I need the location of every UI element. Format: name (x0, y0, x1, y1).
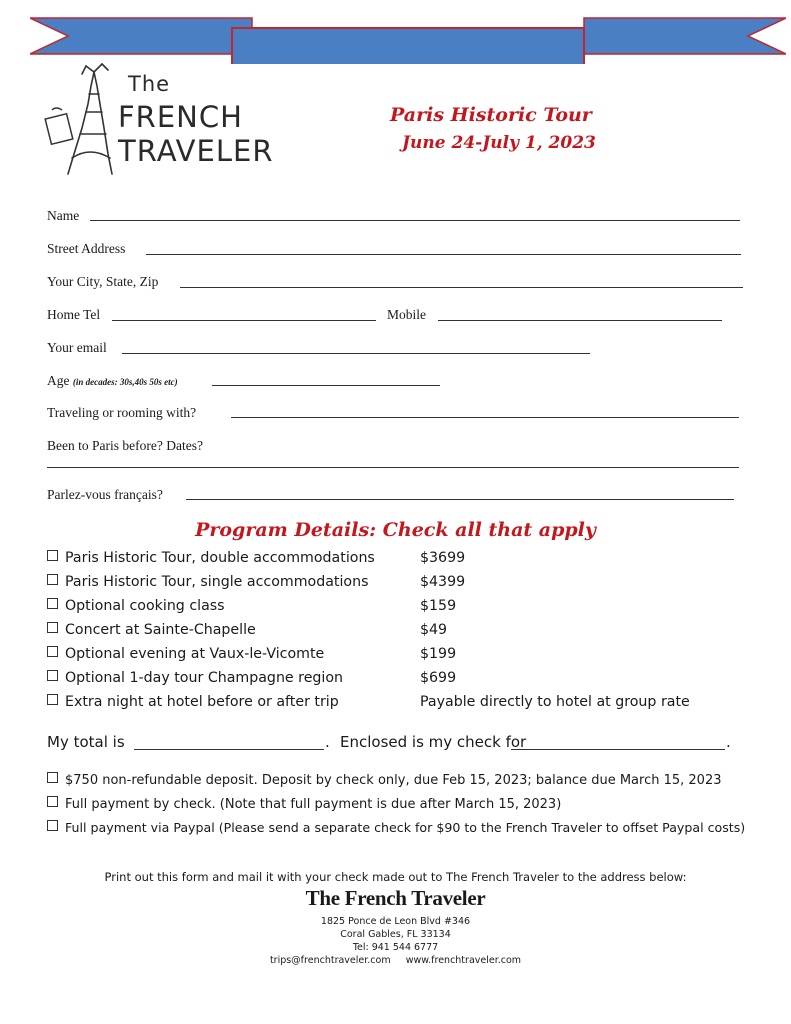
street-field[interactable] (146, 254, 741, 255)
age-label (47, 373, 178, 389)
program-item[interactable] (47, 622, 256, 638)
name-label: Name (47, 208, 80, 223)
total-period: . (325, 733, 330, 751)
ribbon-banner (30, 14, 786, 64)
payment-option-label: Full payment via Paypal (Please send a separate check for $90 to the French Traveler to offset Paypal costs) (65, 820, 746, 835)
city-field[interactable] (180, 287, 743, 288)
logo-french: FRENCH (118, 100, 243, 134)
checkbox[interactable] (47, 550, 58, 561)
payment-option-paypal[interactable] (47, 820, 745, 836)
program-item-price: $699 (420, 670, 457, 686)
email-field[interactable] (122, 353, 590, 354)
checkbox[interactable] (47, 670, 58, 681)
logo-traveler: TRAVELER (118, 134, 274, 168)
contact-website[interactable]: www.frenchtraveler.com (405, 955, 522, 966)
street-label: Street Address (47, 241, 126, 256)
program-item-label: Extra night at hotel before or after trip (65, 694, 339, 710)
checkbox[interactable] (47, 820, 58, 831)
home-tel-field[interactable] (112, 320, 376, 321)
contact-email[interactable]: trips@frenchtraveler.com (269, 955, 391, 966)
program-item[interactable] (47, 694, 339, 710)
program-item-price: $159 (420, 598, 457, 614)
program-item[interactable] (47, 646, 324, 662)
program-item[interactable] (47, 670, 343, 686)
tour-title: Paris Historic Tour (390, 104, 592, 126)
mobile-field[interactable] (438, 320, 722, 321)
checkbox[interactable] (47, 646, 58, 657)
parlez-label: Parlez-vous français? (47, 487, 163, 502)
checkbox[interactable] (47, 772, 58, 783)
parlez-field[interactable] (186, 499, 734, 500)
program-item-label: Optional 1-day tour Champagne region (65, 670, 344, 686)
traveling-label: Traveling or rooming with? (47, 405, 197, 420)
phone: Tel: 941 544 6777 (352, 942, 439, 953)
program-item-label: Paris Historic Tour, single accommodations (65, 574, 369, 590)
program-item[interactable] (47, 574, 368, 590)
address-line-2: Coral Gables, FL 33134 (340, 929, 451, 940)
program-heading: Program Details: Check all that apply (195, 519, 596, 541)
mail-instructions: Print out this form and mail it with your check made out to The French Traveler to the address below: (104, 870, 687, 884)
brand-logo (42, 62, 292, 180)
age-text: Age (47, 373, 70, 388)
enclosed-label: Enclosed is my check for (340, 733, 527, 751)
checkbox[interactable] (47, 622, 58, 633)
program-item-price: $49 (420, 622, 448, 638)
home-tel-label: Home Tel (47, 307, 101, 322)
enclosed-field[interactable] (511, 749, 725, 750)
checkbox[interactable] (47, 796, 58, 807)
address-line-1: 1825 Ponce de Leon Blvd #346 (320, 916, 471, 927)
my-total-field[interactable] (134, 749, 324, 750)
payment-option-label: $750 non-refundable deposit. Deposit by check only, due Feb 15, 2023; balance due March 15, 2023 (65, 773, 722, 788)
mobile-label: Mobile (387, 307, 426, 322)
tour-dates: June 24-July 1, 2023 (402, 133, 596, 153)
program-item-label: Optional cooking class (65, 598, 225, 614)
traveling-field[interactable] (231, 417, 739, 418)
age-note: (in decades: 30s,40s 50s etc) (72, 377, 178, 387)
program-item-label: Paris Historic Tour, double accommodations (65, 550, 375, 566)
checkbox[interactable] (47, 574, 58, 585)
age-field[interactable] (212, 385, 440, 386)
city-label: Your City, State, Zip (47, 274, 159, 289)
checkbox[interactable] (47, 598, 58, 609)
program-item-price: $4399 (420, 574, 466, 590)
name-field[interactable] (90, 220, 740, 221)
checkbox[interactable] (47, 694, 58, 705)
eiffel-tower-illustration (42, 62, 122, 180)
payment-option-check[interactable] (47, 796, 561, 812)
enclosed-period: . (726, 733, 731, 751)
program-item-label: Optional evening at Vaux-le-Vicomte (65, 646, 325, 662)
company-name: The French Traveler (305, 886, 486, 910)
my-total-label: My total is (47, 733, 125, 751)
program-item-label: Concert at Sainte-Chapelle (65, 622, 256, 638)
payment-option-label: Full payment by check. (Note that full payment is due after March 15, 2023) (65, 797, 562, 812)
payment-option-deposit[interactable] (47, 772, 722, 788)
email-label: Your email (47, 340, 107, 355)
contact-line (0, 955, 791, 966)
program-item-price: $199 (420, 646, 457, 662)
been-label: Been to Paris before? Dates? (47, 438, 203, 453)
been-field[interactable] (47, 467, 739, 468)
program-item[interactable] (47, 598, 225, 614)
program-item[interactable] (47, 550, 375, 566)
program-item-price: Payable directly to hotel at group rate (420, 694, 690, 710)
program-item-price: $3699 (420, 550, 466, 566)
logo-the: The (128, 72, 171, 96)
